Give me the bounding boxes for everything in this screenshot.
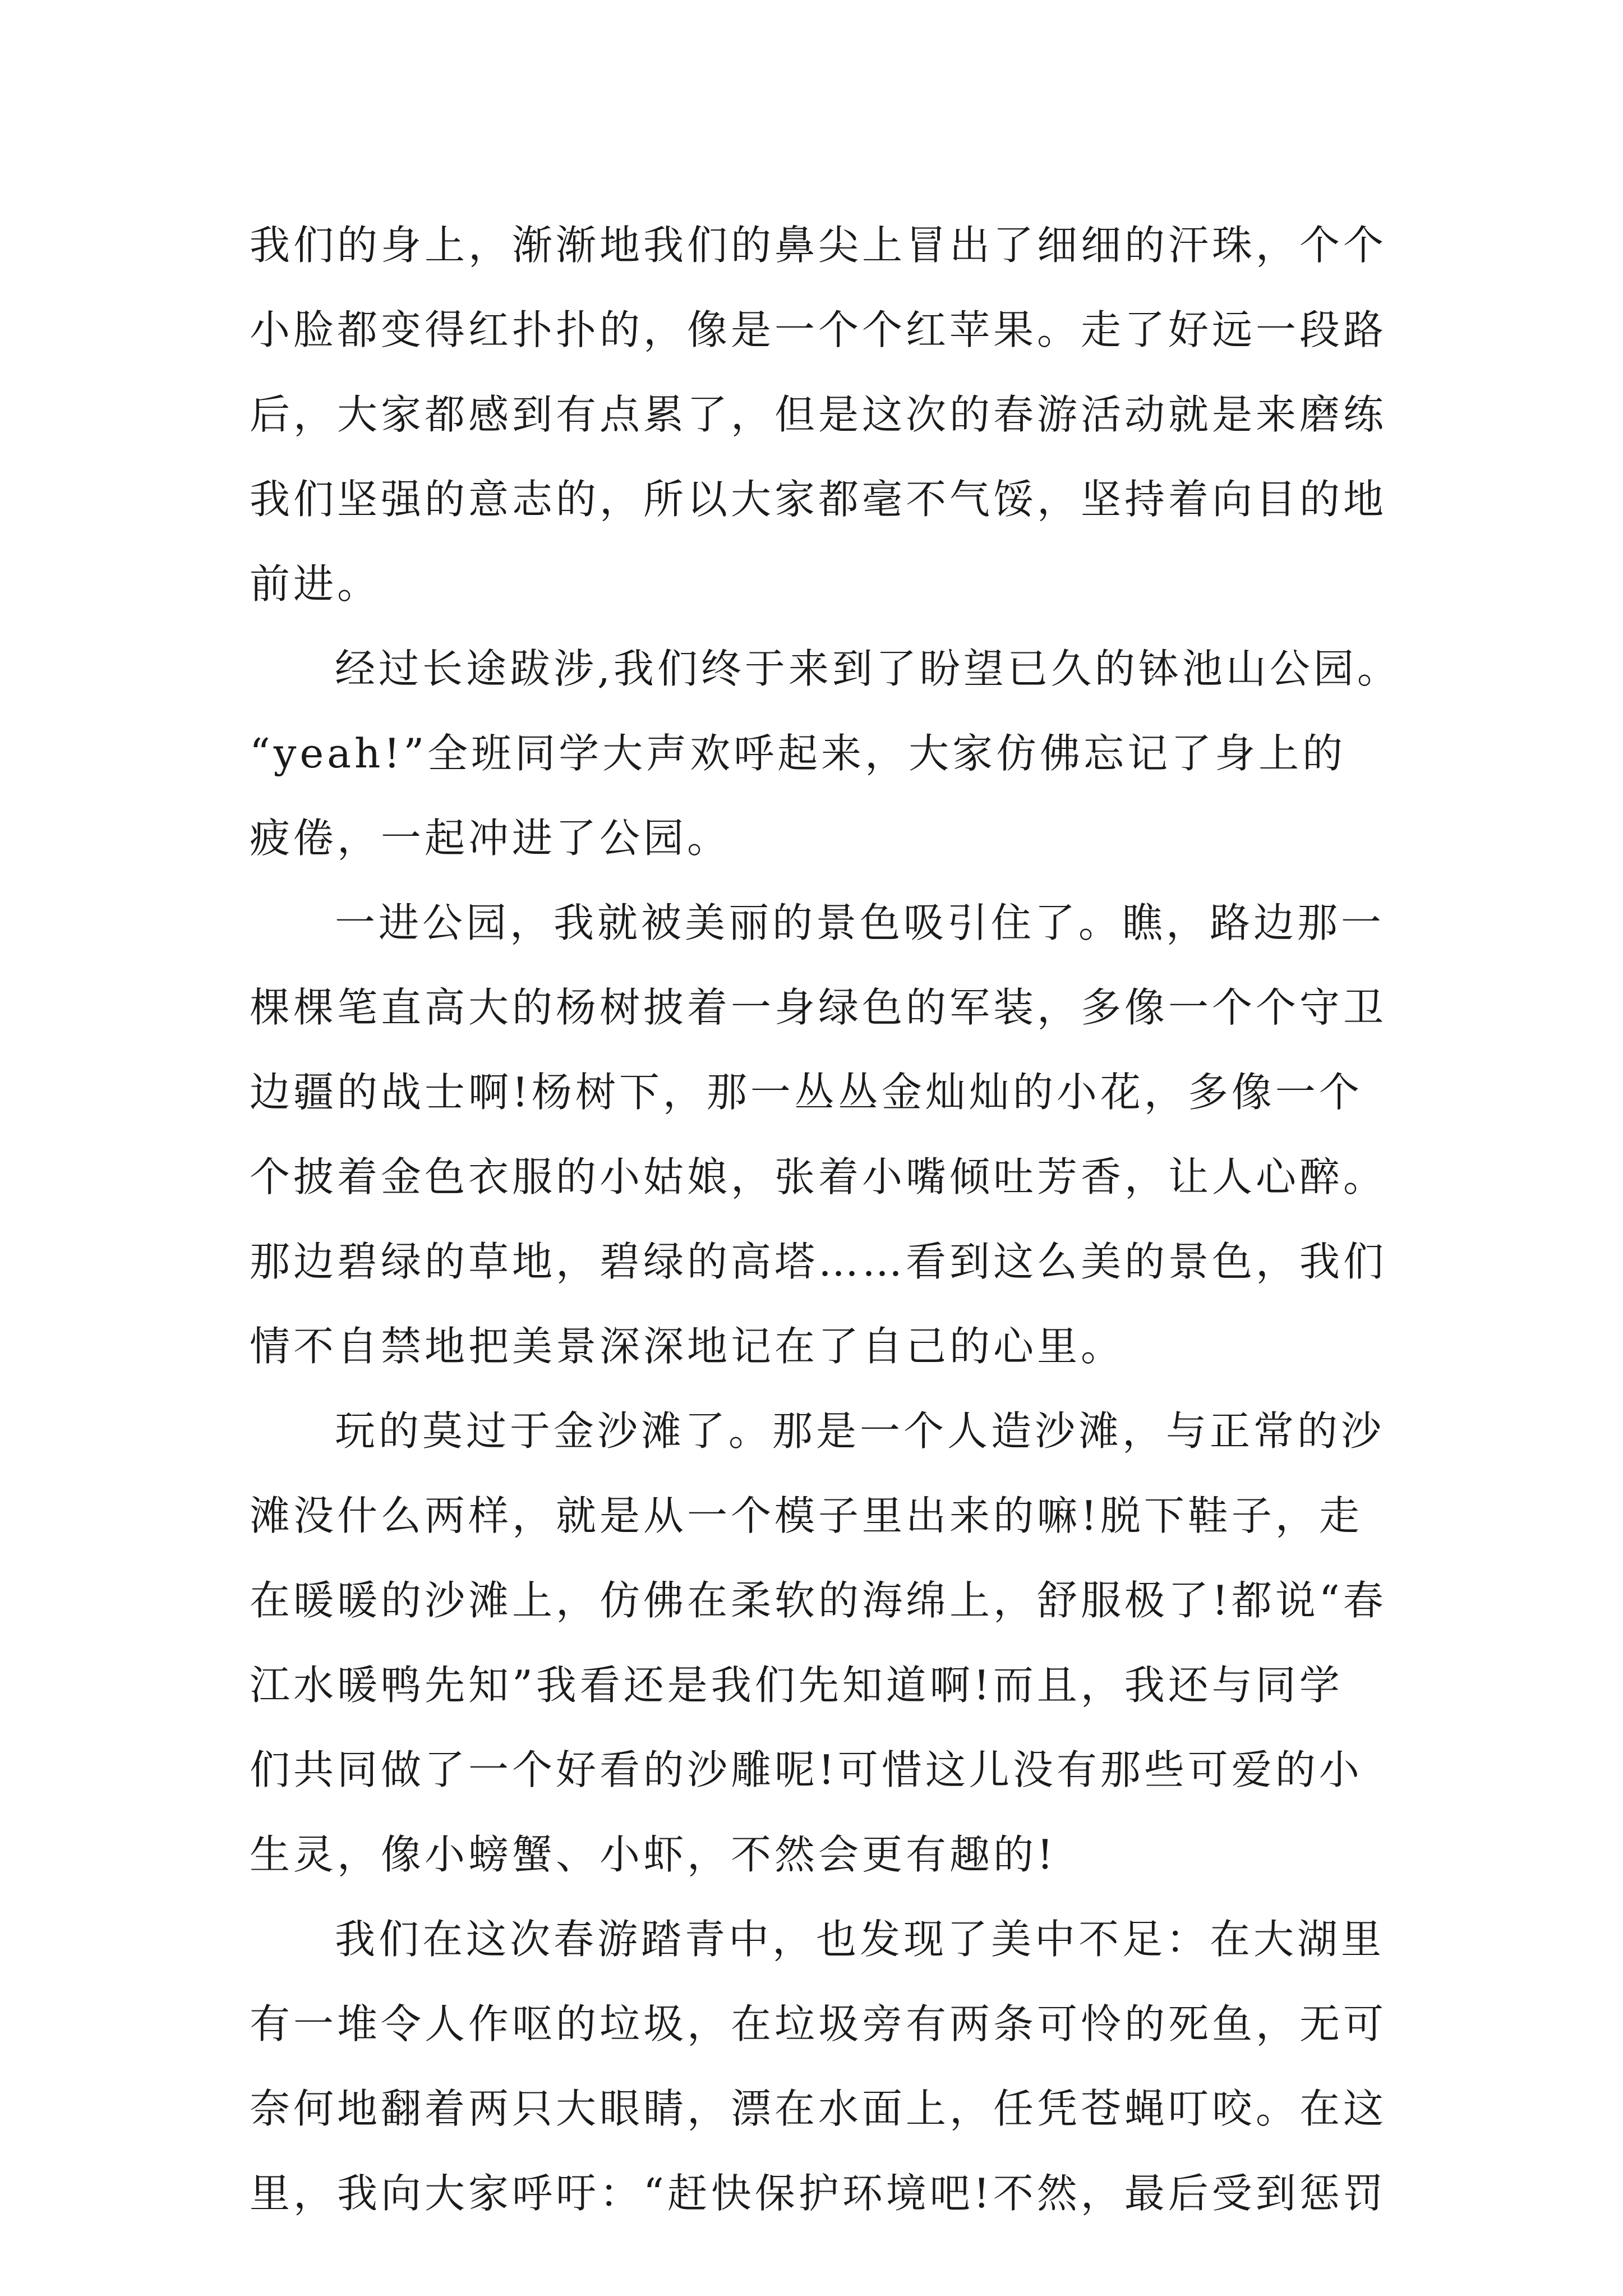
text-line: 边疆的战士啊!杨树下，那一丛丛金灿灿的小花，多像一个 [250,1069,1363,1116]
text-line: 那边碧绿的草地，碧绿的高塔……看到这么美的景色，我们 [250,1238,1387,1285]
text-line: “yeah!”全班同学大声欢呼起来，大家仿佛忘记了身上的 [250,730,1347,777]
text-line: 们共同做了一个好看的沙雕呢!可惜这儿没有那些可爱的小 [250,1746,1363,1793]
text-line: 一进公园，我就被美丽的景色吸引住了。瞧，路边那一 [335,899,1385,946]
text-line: 江水暖鸭先知”我看还是我们先知道啊!而且，我还与同学 [250,1662,1343,1709]
paragraph [250,1389,1399,1897]
text-line: 奈何地翻着两只大眼睛，漂在水面上，任凭苍蝇叮咬。在这 [250,2085,1387,2132]
text-line: 后，大家都感到有点累了，但是这次的春游活动就是来磨练 [250,391,1387,438]
text-line: 疲倦，一起冲进了公园。 [250,815,731,862]
text-line: 棵棵笔直高大的杨树披着一身绿色的军装，多像一个个守卫 [250,984,1387,1031]
text-line: 情不自禁地把美景深深地记在了自己的心里。 [250,1323,1125,1370]
text-line: 我们在这次春游踏青中，也发现了美中不足：在大湖里 [335,1916,1385,1963]
text-line: 经过长途跋涉,我们终于来到了盼望已久的钵池山公园。 [335,645,1401,692]
paragraph [250,881,1399,1389]
text-line: 玩的莫过于金沙滩了。那是一个人造沙滩，与正常的沙 [335,1407,1385,1455]
paragraph [250,1897,1399,2236]
paragraph [250,627,1399,881]
text-line: 小脸都变得红扑扑的，像是一个个红苹果。走了好远一段路 [250,306,1387,353]
text-line: 滩没什么两样，就是从一个模子里出来的嘛!脱下鞋子，走 [250,1492,1363,1539]
text-line: 里，我向大家呼吁：“赶快保护环境吧!不然，最后受到惩罚 [250,2170,1387,2217]
body-text [250,203,1399,2236]
paragraph [250,203,1399,627]
text-line: 生灵，像小螃蟹、小虾，不然会更有趣的! [250,1831,1057,1878]
text-line: 在暖暖的沙滩上，仿佛在柔软的海绵上，舒服极了!都说“春 [250,1577,1387,1624]
text-line: 我们坚强的意志的，所以大家都毫不气馁，坚持着向目的地 [250,476,1387,523]
text-line: 我们的身上，渐渐地我们的鼻尖上冒出了细细的汗珠，个个 [250,222,1387,269]
text-line: 有一堆令人作呕的垃圾，在垃圾旁有两条可怜的死鱼，无可 [250,2000,1387,2047]
text-line: 个披着金色衣服的小姑娘，张着小嘴倾吐芳香，让人心醉。 [250,1153,1387,1200]
text-line: 前进。 [250,560,381,608]
